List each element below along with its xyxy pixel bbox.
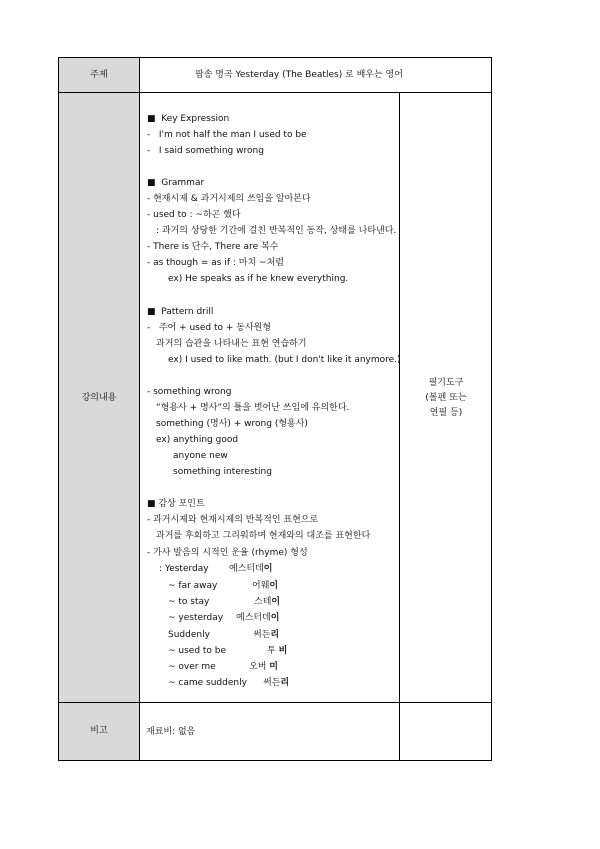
rhyme-english: : Yesterday bbox=[159, 564, 209, 574]
rhyme-korean bbox=[252, 580, 278, 592]
rhyme-english: Suddenly bbox=[168, 630, 210, 640]
rhyme-english: ~ far away bbox=[168, 581, 218, 591]
rhyme-korean bbox=[254, 596, 280, 608]
lecture-line: ■ Grammar bbox=[147, 178, 205, 188]
rhyme-korean bbox=[267, 645, 287, 657]
rhyme-korean-base: 써든 bbox=[253, 630, 271, 640]
lecture-line: - 주어 + used to + 동사원형 bbox=[147, 323, 272, 333]
rhyme-english: ~ to stay bbox=[168, 597, 210, 607]
tools-line: (볼펜 또는 bbox=[425, 392, 467, 403]
lecture-line: ■ Pattern drill bbox=[147, 307, 214, 317]
rhyme-korean bbox=[229, 563, 272, 575]
lecture-line: ■ 감상 포인트 bbox=[147, 499, 205, 509]
rhyme-korean-base: 써든 bbox=[263, 678, 281, 688]
col-divider-1 bbox=[139, 58, 140, 760]
rhyme-korean-base: 예스터데 bbox=[236, 613, 271, 623]
lecture-line: : 과거의 상당한 기간에 걸친 반복적인 동작, 상태를 나타낸다. bbox=[156, 226, 397, 236]
rhyme-korean-base: 오버 bbox=[249, 662, 270, 672]
rhyme-korean-base: 어웨 bbox=[252, 581, 270, 591]
rhyme-english: ~ used to be bbox=[168, 646, 227, 656]
rhyme-english: ~ over me bbox=[168, 662, 216, 672]
rhyme-syllable: 리 bbox=[270, 630, 280, 640]
tools-text bbox=[400, 93, 492, 703]
lecture-label: 강의내용 bbox=[81, 392, 117, 403]
tools-line: 연필 등) bbox=[429, 407, 463, 418]
rhyme-korean bbox=[249, 661, 278, 673]
lecture-line: - as though = as if : 마치 ~처럼 bbox=[147, 258, 284, 268]
rhyme-syllable: 이 bbox=[271, 597, 281, 607]
rhyme-syllable: 이 bbox=[270, 613, 280, 623]
note-label: 비고 bbox=[90, 726, 108, 736]
lecture-line: anyone new bbox=[173, 451, 228, 461]
rhyme-syllable: 이 bbox=[263, 564, 273, 574]
lecture-line: 과거의 습관을 나타내는 표현 연습하기 bbox=[156, 339, 307, 349]
lecture-line: “형용사 + 명사”의 틀을 벗어난 쓰임에 유의한다. bbox=[156, 403, 350, 413]
note-text: 재료비: 없음 bbox=[146, 727, 196, 737]
lecture-line: - used to : ~하곤 했다 bbox=[147, 210, 241, 220]
rhyme-syllable: 미 bbox=[269, 662, 278, 672]
rhyme-korean bbox=[263, 677, 289, 689]
lecture-line: - I'm not half the man I used to be bbox=[147, 130, 307, 140]
lecture-line: ex) I used to like math. (but I don't like it anymore.) bbox=[168, 355, 401, 365]
rhyme-syllable: 이 bbox=[269, 581, 279, 591]
rhyme-korean-base: 예스터데 bbox=[229, 564, 264, 574]
rhyme-english: ~ came suddenly bbox=[168, 678, 247, 688]
lecture-line: - 과거시제와 현재시제의 반복적인 표현으로 bbox=[147, 515, 319, 525]
lecture-line: ex) anything good bbox=[156, 435, 239, 445]
rhyme-korean-base: 투 bbox=[267, 646, 279, 656]
lecture-line: something interesting bbox=[173, 467, 272, 477]
rhyme-korean-base: 스테 bbox=[254, 597, 272, 607]
lecture-line: - 현재시제 & 과거시제의 쓰임을 알아본다 bbox=[147, 194, 311, 204]
lecture-line: - 가사 발음의 시적인 운율 (rhyme) 형성 bbox=[147, 548, 308, 558]
rhyme-syllable: 비 bbox=[278, 646, 288, 656]
lecture-line: - There is 단수, There are 복수 bbox=[147, 242, 279, 252]
lecture-line: 과거를 후회하고 그리워하며 현재와의 대조를 표현한다 bbox=[156, 531, 371, 541]
lecture-line: ex) He speaks as if he knew everything. bbox=[168, 274, 349, 284]
lecture-line: - something wrong bbox=[147, 387, 232, 397]
lecture-line: - I said something wrong bbox=[147, 146, 264, 156]
rhyme-syllable: 리 bbox=[280, 678, 290, 688]
rhyme-english: ~ yesterday bbox=[168, 613, 224, 623]
rhyme-korean bbox=[236, 612, 279, 624]
lecture-line: something (명사) + wrong (형용사) bbox=[156, 419, 308, 429]
lecture-line: ■ Key Expression bbox=[147, 114, 230, 124]
topic-label: 주제 bbox=[90, 70, 108, 80]
tools-line: 필기도구 bbox=[428, 377, 464, 388]
rhyme-korean bbox=[253, 629, 279, 641]
topic-title: 팝송 명곡 Yesterday (The Beatles) 로 배우는 영어 bbox=[195, 70, 403, 80]
